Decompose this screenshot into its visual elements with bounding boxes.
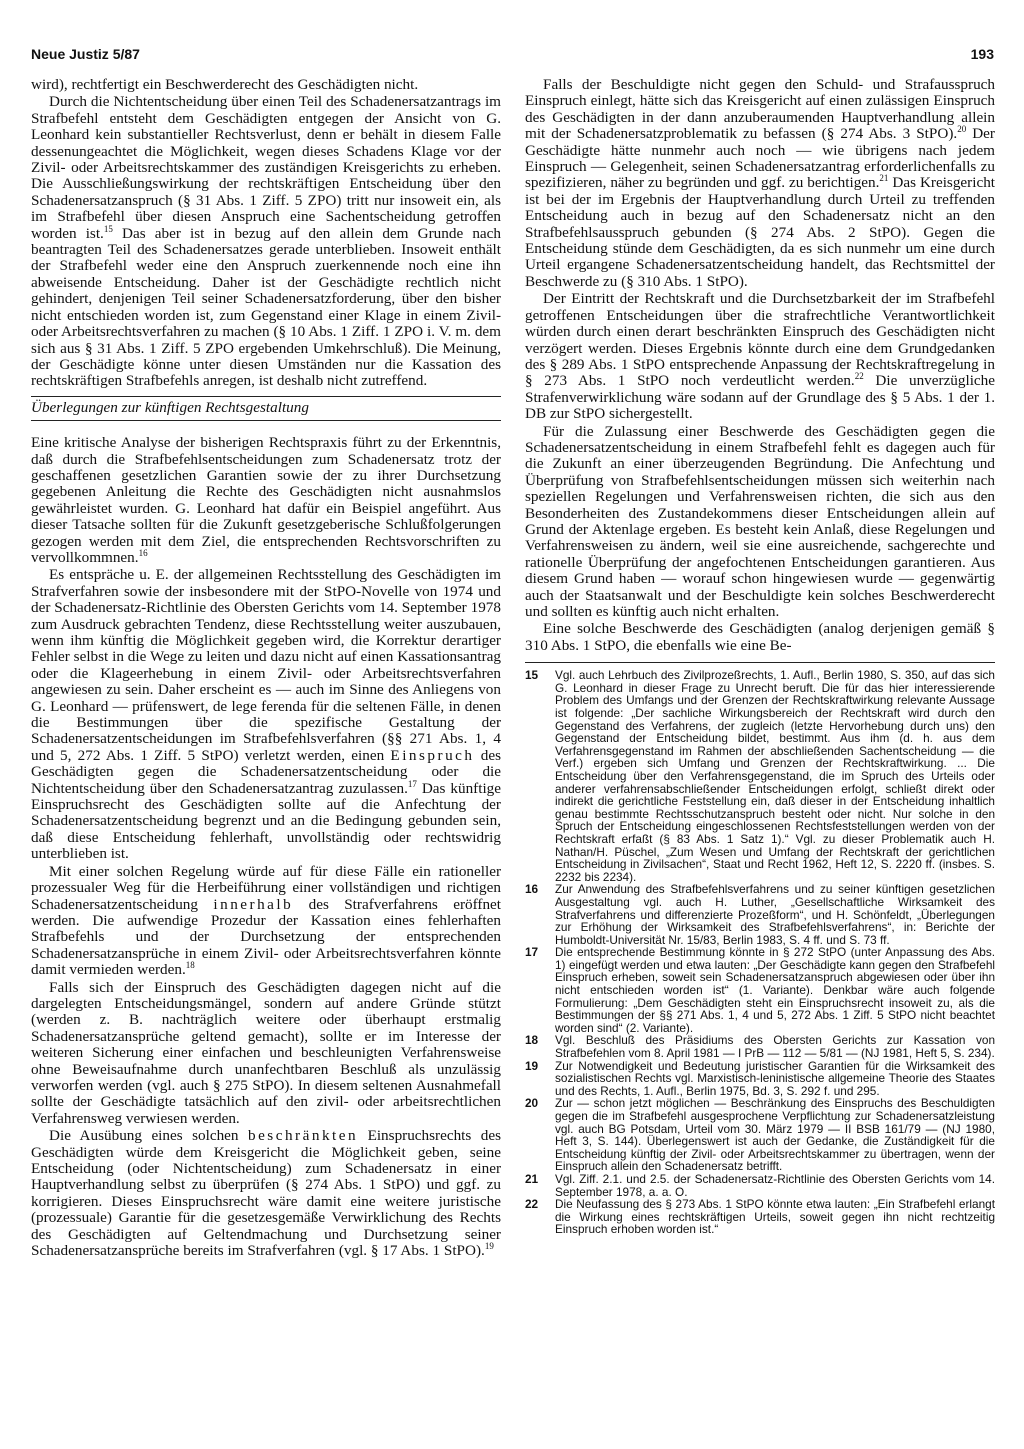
paragraph: Eine kritische Analyse der bisherigen Rechtspraxis führt zu der Erkenntnis, daß durch die Strafbefehlsentscheidungen zum Schadenersatz trotz der geschaffenen gesetzlichen Garantien sowie der zu ihrer Durchsetzung gegebenen Anleitung die Rechte des Geschädigten nicht ausnahmslos gewährleistet wurden. G. Leonhard hat dafür ein Beispiel angeführt. Aus dieser Tatsache sollten für die Zukunft gesetzgeberische Schlußfolgerungen gezogen werden mit dem Ziel, die entsprechenden Rechtsvorschriften zu vervollkommnen.$^{16}$ — [31, 434, 501, 566]
journal-page — [30, 42, 995, 1437]
footnote: 18 Vgl. Beschluß des Präsidiums des Obersten Gerichts zur Kassation von Strafbefehlen vom 8. April 1981 — I PrB — 112 — 5/81 — (NJ 1981, Heft 5, S. 234). — [525, 1033, 995, 1061]
footnote-ref: 16 — [138, 547, 148, 558]
paragraph: Für die Zulassung einer Beschwerde des Geschädigten gegen die Schadenersatzentscheidung in einem Strafbefehl fehlt es dagegen auch für die Zukunft an einer überzeugenden Begründung. Die Anfechtung und Überprüfung von Strafbefehlsentscheidungen müssen sich weiterhin nach speziellen Regelungen und Verfahrensweisen richten, die sich aus den Besonderheiten des Zustandekommens dieser Entscheidungen allein auf Grund der Aktenlage ergeben. Es besteht kein Anlaß, diese Regelungen und Verfahrensweisen zu ändern, weil sie eine ausreichende, sachgerechte und rationelle Überprüfung der angefochtenen Entscheidungen garantieren. Aus diesem Grund haben — worauf schon hingewiesen wurde — gegenwärtig auch der Staatsanwalt und der Beschuldigte kein solches Beschwerderecht und sollten es künftig auch nicht erhalten. — [525, 422, 995, 620]
right-column — [525, 77, 995, 1236]
section-heading: Überlegungen zur künftigen Rechtsgestaltung — [31, 400, 501, 421]
left-column — [31, 77, 501, 1260]
paragraph: Es entspräche u. E. der allgemeinen Rechtsstellung des Geschädigten im Strafverfahren sowie der insbesondere mit der StPO-Novelle von 1974 und der Schadenersatz-Richtlinie des Obersten Gerichts vom 14. September 1978 zum Ausdruck gebrachten Tendenz, diese Rechtsstellung weiter auszubauen, wenn ihm künftig die Möglichkeit gegeben wird, die Korrektur derartiger Fehler selbst in die Wege zu leiten und dazu nicht auf einen Kassationsantrag oder die Klageerhebung in einem Zivil- oder Arbeitsrechtsverfahren angewiesen zu sein. Daher erscheint es — auch im Sinne des Anliegens von G. Leonhard — prüfenswert, de lege ferenda für die seltenen Fälle, in denen die Bestimmungen über die spezifische Gestaltung der Schadenersatzentscheidungen im Strafbefehlsverfahren (§§ 271 Abs. 1, 4 und 5, 272 Abs. 1 Ziff. 5 StPO) verletzt werden, einen Einspruch des Geschädigten gegen die Schadenersatzentscheidung oder die Nichtentscheidung über den Schadenersatzantrag zuzulassen.$^{17}$ Das künftige Einspruchsrecht des Geschädigten sollte auf die Anfechtung der Schadenersatzentscheidung begrenzt und an die Bedingung gebunden sein, daß diese Entscheidung fehlerhaft, unvollständig oder rechtswidrig unterblieben ist. — [31, 566, 502, 863]
running-header — [30, 42, 995, 66]
footnote: 20 Zur — schon jetzt möglichen — Beschränkung des Einspruchs des Beschuldigten gegen die im Strafbefehl ausgesprochene Verpflichtung zur Schadenersatzleistung vgl. auch BG Potsdam, Urteil vom 30. März 1979 — II BSB 161/79 — (NJ 1980, Heft 3, S. 144). Überlegenswert ist auch der Gedanke, die Zuständigkeit für die Entscheidung künftig der Zivil- oder Arbeitsrechtskammer zu übertragen, wenn der Einspruch allein den Schadenersatz betrifft. — [525, 1096, 995, 1174]
section-rule — [31, 396, 501, 397]
page-number: 193 — [970, 46, 994, 62]
journal-title: Neue Justiz 5/87 — [31, 46, 140, 62]
paragraph: Der Eintritt der Rechtskraft und die Durchsetzbarkeit der im Strafbefehl getroffenen Entscheidungen über die strafrechtliche Verantwortlichkeit würden durch einen derart beschränkten Einspruch des Geschädigten nicht verzögert werden. Dieses Ergebnis könnte durch eine dem Grundgedanken des § 289 Abs. 1 StPO entsprechende Anpassung der Rechtskraftregelung in § 273 Abs. 1 StPO noch verdeutlicht werden.$^{22}$ Die unverzügliche Strafenverwirklichung wäre sodann auf der Grundlage des § 5 Abs. 1 der 1. DB zur StPO sichergestellt. — [525, 290, 996, 423]
footnote-ref: 22 — [854, 371, 864, 382]
footnote: 19 Zur Notwendigkeit und Bedeutung juristischer Garantien für die Wirksamkeit des sozialistischen Rechts vgl. Marxistisch-leninistische allgemeine Theorie des Staates und des Rechts, 1. Aufl., Berlin 1975, Bd. 3, S. 292 f. und 295. — [525, 1058, 995, 1098]
footnote: 22 Die Neufassung des § 273 Abs. 1 StPO könnte etwa lauten: „Ein Strafbefehl erlangt die Wirkung eines rechtskräftigen Urteils, soweit gegen ihn nicht rechtzeitig Einspruch erhoben worden ist.“ — [525, 1197, 995, 1237]
footnote-ref: 15 — [103, 223, 113, 234]
footnote-ref: 21 — [879, 173, 889, 184]
paragraph: Mit einer solchen Regelung würde auf für diese Fälle ein rationeller prozessualer Weg für die Herbeiführung einer vollständigen und richtigen Schadenersatzentscheidung innerhalb des Strafverfahrens eröffnet werden. Die aufwendige Prozedur der Kassation eines fehlerhaften Strafbefehls und der Durchsetzung der entsprechenden Schadenersatzansprüche in einem Zivil- oder Arbeitsrechtsverfahren könnte damit vermieden werden.$^{18}$ — [31, 862, 501, 979]
footnote: 16 Zur Anwendung des Strafbefehlsverfahrens und zu seiner künftigen gesetzlichen Ausgestaltung vgl. auch H. Luther, „Gesellschaftliche Wirksamkeit des Strafverfahrens und differenzierte Prozeßform“, und H. Schönfeldt, „Überlegungen zur Erhöhung der Wirksamkeit des Strafbefehlsverfahrens“, in: Berichte der Humboldt-Universität Nr. 15/83, Berlin 1983, S. 4 ff. und S. 73 ff. — [525, 882, 995, 947]
paragraph: Eine solche Beschwerde des Geschädigten (analog derjenigen gemäß § 310 Abs. 1 StPO, die ebenfalls wie eine Be- — [525, 620, 995, 654]
paragraph: Die Ausübung eines solchen beschränkten Einspruchsrechts des Geschädigten würde dem Kreisgericht die Möglichkeit geben, seine Entscheidung (oder Nichtentscheidung) zum Schadenersatz in einer Hauptverhandlung selbst zu überprüfen (§ 274 Abs. 1 StPO) und ggf. zu korrigieren. Dieses Einspruchsrecht wäre damit eine weitere juristische (prozessuale) Garantie für die gesetzesgemäße Verwirklichung des Rechts des Geschädigten auf Geltendmachung und Durchsetzung seiner Schadenersatzansprüche bereits im Strafverfahren (vgl. § 17 Abs. 1 StPO).$^{19}$ — [31, 1127, 502, 1260]
footnote-ref: 19 — [484, 1240, 494, 1251]
footnote-ref: 18 — [185, 960, 195, 971]
footnote-ref: 20 — [957, 124, 967, 135]
footnote: 17 Die entsprechende Bestimmung könnte in § 272 StPO (unter Anpassung des Abs. 1) eingefügt werden und etwa lauten: „Der Geschädigte kann gegen den Strafbefehl Einspruch erheben, soweit sein Schadenersatzanspruch abgewiesen oder über ihn nicht entschieden worden ist“ (1. Variante). Denkbar wäre auch folgende Formulierung: „Dem Geschädigten steht ein Einspruchsrecht insoweit zu, als die Bestimmungen der §§ 271 Abs. 1, 4 und 5, 272 Abs. 1 Ziff. 5 StPO nicht beachtet worden sind“ (2. Variante). — [525, 945, 995, 1035]
footnote: 15 Vgl. auch Lehrbuch des Zivilprozeßrechts, 1. Aufl., Berlin 1980, S. 350, auf das sich G. Leonhard in dieser Frage zu Unrecht beruft. Die für das hier interessierende Problem des Umfangs und der Grenzen der Rechtskraftwirkung relevante Aussage ist folgende: „Der sachliche Wirkungsbereich der Rechtskraft wird durch den Gegenstand des Verfahrens, der zugleich (letzte Hervorhebung durch uns) den Gegenstand der Entscheidung bildet, bestimmt. Aus ihm (d. h. aus dem Verfahrensgegenstand im Rahmen der abschließenden Sachentscheidung — die Verf.) ergeben sich Umfang und Grenzen der Rechtskraftwirkung. ... Die Entscheidung über den Verfahrensgegenstand, die im Spruch des Urteils oder anderer verfahrensabschließender Entscheidungen erfolgt, schließt direkt oder indirekt die gerichtliche Feststellung ein, daß dieser in der Entscheidung inhaltlich genau bestimmte Rechtsschutzanspruch besteht oder nicht. Nur solche in den Spruch der Entscheidung eingeschlossenen Rechtsfeststellungen werden von der Rechtskraft erfaßt (§ 83 Abs. 1 Satz 1).“ Vgl. zu dieser Problematik auch H. Nathan/H. Püschel, „Zum Wesen und Umfang der Rechtskraft der gerichtlichen Entscheidung in Zivilsachen“, Staat und Recht 1962, Heft 12, S. 2220 ff. (insbes. S. 2232 bis 2234). — [525, 668, 995, 884]
paragraph: Falls der Beschuldigte nicht gegen den Schuld- und Strafausspruch Einspruch einlegt, hätte sich das Kreisgericht auf einen zulässigen Einspruch des Geschädigten in der dann anzuberaumenden Hauptverhandlung allein mit der Schadenersatzproblematik zu befassen (§ 274 Abs. 3 StPO).$^{20}$ Der Geschädigte hätte nunmehr auch noch — wie übrigens nach jedem Einspruch — Gelegenheit, seinen Schadenersatzantrag erforderlichenfalls zu spezifizieren, näher zu begründen und ggf. zu berichtigen.$^{21}$ Das Kreisgericht ist bei der im Ergebnis der Hauptverhandlung durch Urteil zu treffenden Entscheidung auch in bezug auf den Schadenersatz nicht an den Strafbefehlsausspruch gebunden (§ 274 Abs. 2 StPO). Gegen die Entscheidung stünde dem Geschädigten, da es sich nunmehr um eine durch Urteil ergangene Schadenersatzentscheidung handelt, das Rechtsmittel der Beschwerde zu (§ 310 Abs. 1 StPO). — [525, 76, 996, 290]
footnote: 21 Vgl. Ziff. 2.1. und 2.5. der Schadenersatz-Richtlinie des Obersten Gerichts vom 14. September 1978, a. a. O. — [525, 1171, 995, 1199]
paragraph: Falls sich der Einspruch des Geschädigten dagegen nicht auf die dargelegten Entscheidungsmängel, sondern auf andere Gründe stützt (werden z. B. nachträglich weitere oder überhaupt erstmalig Schadenersatzansprüche geltend gemacht), sollte er im Interesse der weiteren Sicherung einer einfachen und beschleunigten Verfahrensweise ohne Beweisaufnahme durch unanfechtbaren Beschluß als unzulässig verworfen werden (vgl. auch § 275 StPO). In diesem seltenen Ausnahmefall sollte der Geschädigte tatsächlich auf den zivil- oder arbeitsrechtlichen Verfahrensweg verwiesen werden. — [31, 978, 501, 1127]
footnote-ref: 17 — [407, 778, 417, 789]
footnotes — [525, 669, 995, 1236]
paragraph: wird), rechtfertigt ein Beschwerderecht des Geschädigten nicht. — [31, 76, 419, 93]
footnote-rule — [525, 662, 995, 663]
paragraph: Durch die Nichtentscheidung über einen Teil des Schadenersatzantrags im Strafbefehl entsteht dem Geschädigten entgegen der Ansicht von G. Leonhard kein substantieller Rechtsverlust, denn er behält in diesem Falle dessenungeachtet die Möglichkeit, wegen dieses Schadens Klage vor der Zivil- oder Arbeitsrechtskammer des zuständigen Kreisgerichts zu erheben. Die Ausschließungswirkung der rechtskräftigen Entscheidung über den Schadenersatzanspruch (§ 31 Abs. 1 Ziff. 5 ZPO) tritt nur insoweit ein, als im Strafbefehl über diesen Anspruch eine Sachentscheidung getroffen worden ist.$^{15}$ Das aber ist in bezug auf den allein dem Grunde nach beantragten Teil des Schadenersatzes gerade unterblieben. Insoweit enthält der Strafbefehl weder eine den Anspruch zuerkennende noch eine ihn abweisende Entscheidung. Daher ist der Geschädigte rechtlich nicht gehindert, denjenigen Teil seiner Schadenersatzforderung, über den bisher nicht entschieden worden ist, zum Gegenstand einer Klage in einem Zivil- oder Arbeitsrechtsverfahren zu machen (§ 10 Abs. 1 Ziff. 1 ZPO i. V. m. dem sich aus § 31 Abs. 1 Ziff. 5 ZPO ergebenden Umkehrschluß). Die Meinung, der Geschädigte könne unter diesen Umständen nur die Kassation des rechtskräftigen Strafbefehls anregen, ist deshalb nicht zutreffend. — [31, 93, 501, 390]
